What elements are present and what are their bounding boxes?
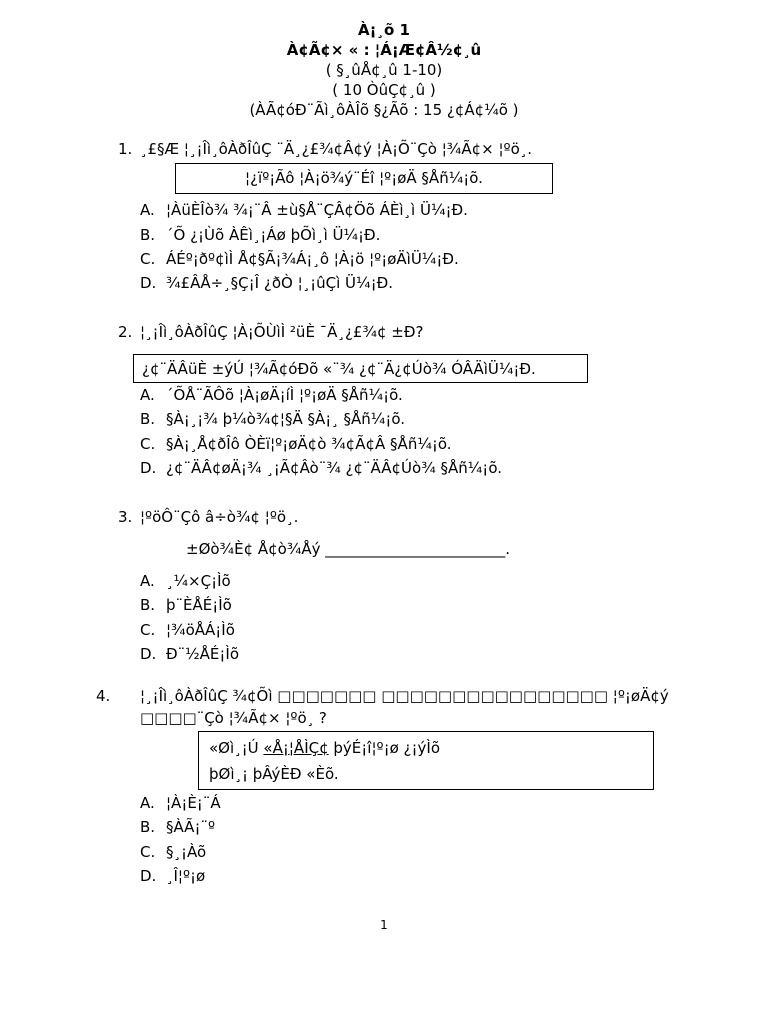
question-2 — [118, 322, 738, 342]
page-number: 1 — [380, 918, 388, 932]
box-text: ¿¢¨ÄÂüÈ ±ýÚ ¦¾Ã¢óÐõ «¨¾ ¿¢¨Ä¿¢Úò¾ ÓÂÄìÜ¼¡Ð. — [142, 360, 536, 378]
option-3a[interactable] — [140, 571, 231, 591]
question-4-box — [198, 731, 654, 790]
option-4b[interactable] — [140, 817, 215, 837]
question-text: ¦¸¡Îì¸ôÀðÎûÇ ¾¢Õì □□□□□□□ □□□□□□□□□□□□□□□□ ¦º¡øÄ¢ý □□□□¨Çò ¦¾Ã¢× ¦ºö¸ ? — [140, 687, 669, 727]
option-3d[interactable] — [140, 644, 239, 664]
option-text: ¦¾öÅÁ¡Ìõ — [166, 621, 235, 639]
option-text: Ð¨½ÅÉ¡Ìõ — [166, 645, 240, 663]
question-4 — [96, 685, 738, 729]
option-2c[interactable] — [140, 434, 452, 454]
option-4c[interactable] — [140, 842, 206, 862]
question-3 — [118, 507, 738, 527]
question-text: ¦ºöÔ¨Çô â÷ò¾¢ ¦ºö¸. — [140, 508, 299, 526]
option-text: §À¡¸Å¢ðÎô ÒÈï¦º¡øÄ¢ò ¾¢Ã¢Â §Åñ¼¡õ. — [166, 435, 452, 453]
header-line-1: À¡¸õ 1 — [358, 21, 410, 39]
option-1c[interactable] — [140, 249, 459, 269]
option-text: ¸Î¦º¡ø — [166, 867, 206, 885]
option-letter: B. — [140, 818, 156, 836]
option-4a[interactable] — [140, 793, 221, 813]
box-line-1 — [209, 735, 653, 761]
option-text: þ¨ÈÅÉ¡Ìõ — [166, 596, 232, 614]
option-4d[interactable] — [140, 866, 205, 886]
option-text: ¸¼×Ç¡Ìõ — [166, 572, 231, 590]
option-letter: B. — [140, 226, 156, 244]
option-2d[interactable] — [140, 458, 502, 478]
option-letter: B. — [140, 410, 156, 428]
header-line-3: ( §¸ûÅ¢¸û 1-10) — [325, 61, 443, 79]
option-3b[interactable] — [140, 595, 232, 615]
option-text: ¦ÀüÈÎò¾ ¾¡¨Â ±ù§Å¨ÇÂ¢Öõ ÁÈì¸ì Ü¼¡Ð. — [166, 201, 468, 219]
option-letter: C. — [140, 250, 156, 268]
option-text: §À¡¸¡¾ þ¼ò¾¢¦§Ä §À¡¸ §Åñ¼¡õ. — [166, 410, 406, 428]
header-line-2: À¢Ã¢× « : ¦Á¡Æ¢Â½¢¸û — [286, 41, 482, 59]
option-1d[interactable] — [140, 273, 393, 293]
box-line-2: þØì¸¡ þÂýÈÐ «Èõ. — [209, 765, 339, 783]
question-1 — [118, 139, 738, 159]
header-line-4: ( 10 ÒûÇ¢¸û ) — [332, 81, 436, 99]
option-3c[interactable] — [140, 620, 235, 640]
option-letter: C. — [140, 435, 156, 453]
header-line-5: (ÀÃ¢óÐ¨Ãì¸ôÀÎõ §¿Ãõ : 15 ¿¢Á¢¼õ ) — [249, 101, 519, 119]
option-2a[interactable] — [140, 385, 403, 405]
option-letter: D. — [140, 459, 157, 477]
option-1b[interactable] — [140, 225, 380, 245]
option-letter: D. — [140, 274, 157, 292]
option-letter: D. — [140, 867, 157, 885]
document-header — [0, 20, 768, 120]
option-text: ´ÕÅ¨ÃÔõ ¦À¡øÄ¡íÌ ¦º¡øÄ §Åñ¼¡õ. — [166, 386, 403, 404]
option-1a[interactable] — [140, 200, 468, 220]
option-text: ¦À¡È¡¨Á — [166, 794, 221, 812]
option-text: ¿¢¨ÄÂ¢øÄ¡¾ ¸¡Ã¢Âò¨¾ ¿¢¨ÄÂ¢Úò¾ §Åñ¼¡õ. — [166, 459, 502, 477]
box-text: ¦¿ïº¡Ãô ¦À¡ö¾ý¨Éî ¦º¡øÄ §Åñ¼¡õ. — [245, 169, 483, 187]
option-text: §ÀÃ¡¨º — [166, 818, 216, 836]
question-number: 4. — [96, 687, 111, 705]
option-2b[interactable] — [140, 409, 405, 429]
option-letter: A. — [140, 201, 155, 219]
option-text: ÁÉº¡ðº¢ìÌ Å¢§Ã¡¾Á¡¸ô ¦À¡ö ¦º¡øÄìÜ¼¡Ð. — [166, 250, 459, 268]
box-text: «Øì¸¡Ú «Å¡¦ÅÌÇ¢ þýÉ¡î¦º¡ø ¿¡ýÌõ — [209, 739, 440, 757]
question-2-box — [133, 354, 588, 383]
option-letter: C. — [140, 621, 156, 639]
option-letter: B. — [140, 596, 156, 614]
question-number: 3. — [118, 508, 133, 526]
option-letter: A. — [140, 572, 155, 590]
question-text: ¸£§Æ ¦¸¡Îì¸ôÀðÎûÇ ¨Ä¸¿£¾¢Â¢ý ¦À¡Õ¨Çò ¦¾Ã¢× ¦ºö¸. — [140, 140, 533, 158]
question-number: 2. — [118, 323, 133, 341]
question-number: 1. — [118, 140, 133, 158]
underlined-word: «Å¡¦ÅÌÇ¢ — [263, 739, 329, 757]
option-text: ¾£ÂÅ÷¸§Ç¡Î ¿ðÒ ¦¸¡ûÇì Ü¼¡Ð. — [166, 274, 393, 292]
option-letter: A. — [140, 794, 155, 812]
option-letter: C. — [140, 843, 156, 861]
option-text: §¸¡Àõ — [166, 843, 207, 861]
option-letter: D. — [140, 645, 157, 663]
option-letter: A. — [140, 386, 155, 404]
option-text: ´Õ ¿¡Ùõ ÀÊì¸¡Áø þÕì¸ì Ü¼¡Ð. — [166, 226, 381, 244]
fill-in-blank: ±Øò¾È¢ Å¢ò¾Åý ________________________. — [186, 540, 511, 558]
question-text: ¦¸¡Îì¸ôÀðÎûÇ ¦À¡ÕÙìÌ ²üÈ ¯Ä¸¿£¾¢ ±Ð? — [140, 323, 424, 341]
question-1-box — [175, 163, 553, 194]
